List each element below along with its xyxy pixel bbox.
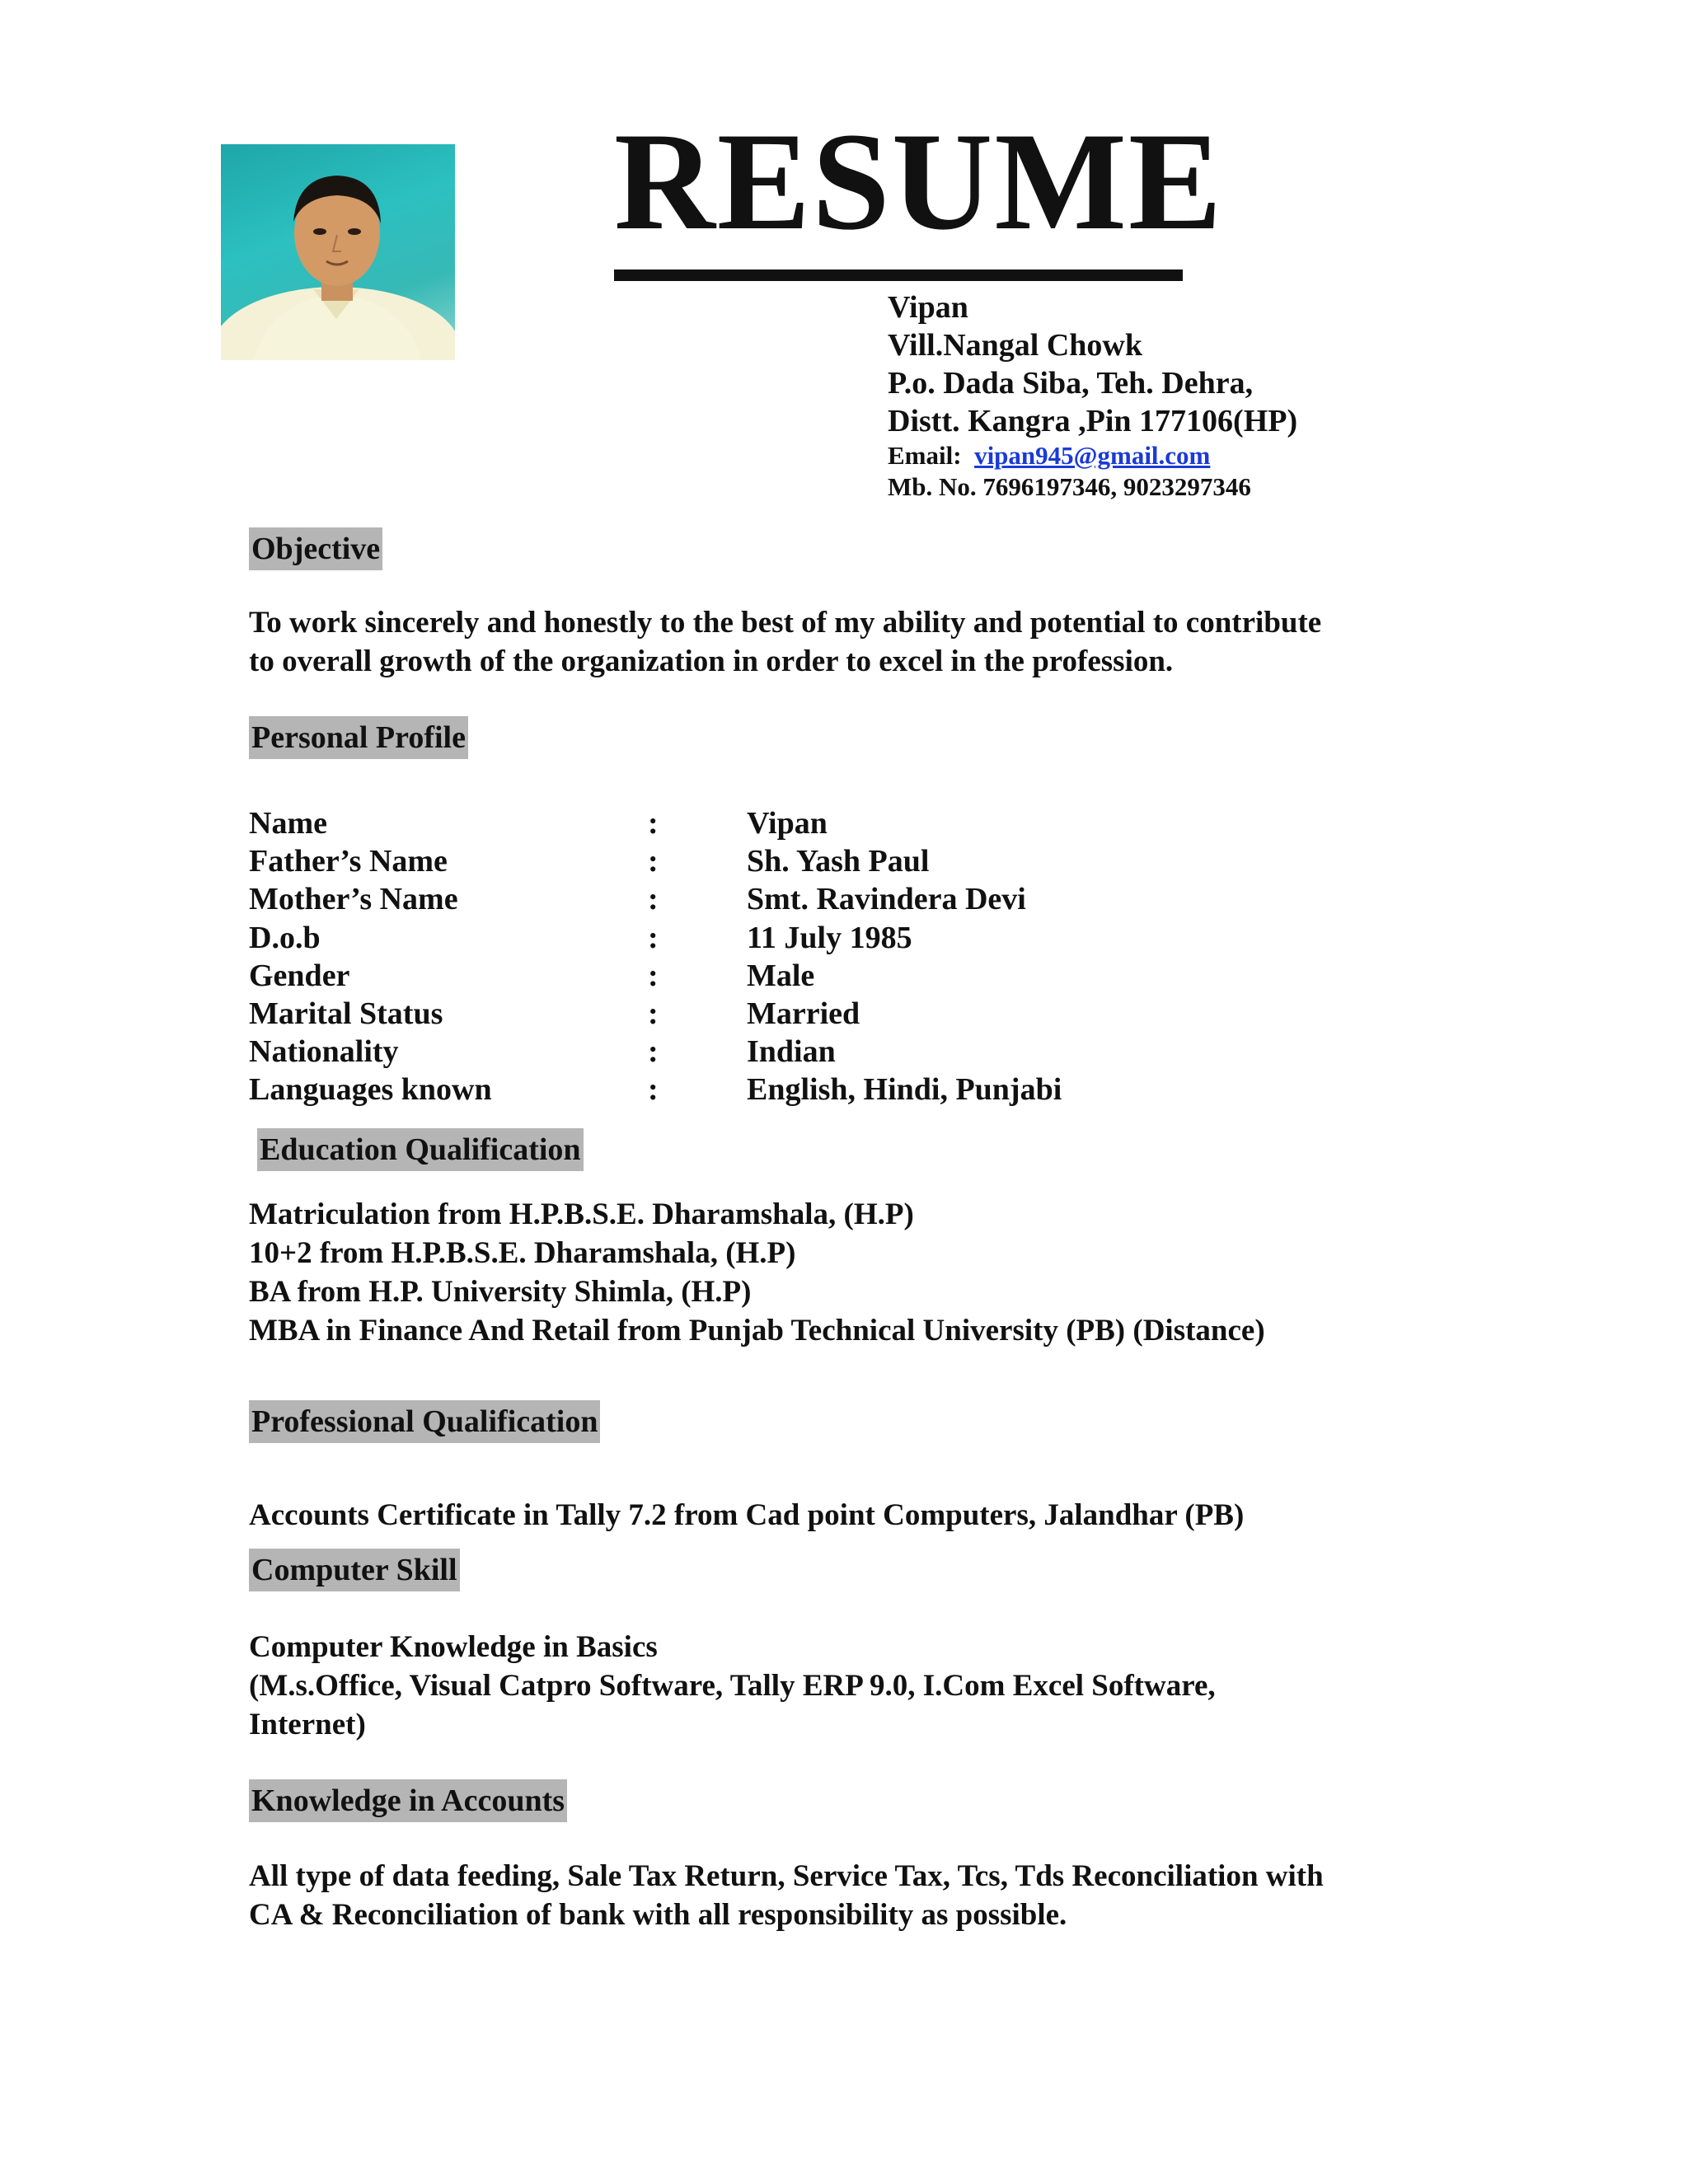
computer-skill-heading: Computer Skill [249, 1549, 460, 1591]
profile-separator: : [648, 996, 659, 1031]
profile-separator: : [648, 844, 659, 879]
profile-row-father [249, 842, 1403, 880]
profile-separator: : [648, 920, 659, 955]
profile-value: 11 July 1985 [747, 920, 912, 955]
profile-value: Sh. Yash Paul [747, 844, 930, 879]
computer-skill-line: (M.s.Office, Visual Catpro Software, Tally ERP 9.0, I.Com Excel Software, [249, 1669, 1216, 1703]
education-list [249, 1195, 1452, 1350]
profile-value: Vipan [747, 806, 828, 841]
email-label: Email: [888, 441, 962, 470]
address-village: Vill.Nangal Chowk [888, 328, 1142, 363]
email-link[interactable]: vipan945@gmail.com [974, 441, 1211, 470]
personal-profile-heading: Personal Profile [249, 716, 468, 759]
profile-value: Married [747, 996, 860, 1031]
objective-text [249, 603, 1452, 681]
profile-label: Nationality [249, 1034, 399, 1070]
address-district: Distt. Kangra ,Pin 177106(HP) [888, 404, 1298, 438]
profile-row-marital [249, 995, 1403, 1033]
profile-separator: : [648, 882, 659, 917]
profile-label: Languages known [249, 1072, 492, 1108]
mobile-number: Mb. No. 7696197346, 9023297346 [888, 472, 1251, 501]
personal-profile-table [249, 804, 1403, 1109]
education-item: 10+2 from H.P.B.S.E. Dharamshala, (H.P) [249, 1236, 796, 1270]
profile-value: Indian [747, 1034, 836, 1070]
profile-separator: : [648, 806, 659, 841]
profile-value: English, Hindi, Punjabi [747, 1072, 1062, 1108]
profile-label: Father’s Name [249, 844, 448, 879]
profile-row-mother [249, 880, 1403, 918]
objective-line: to overall growth of the organization in order to excel in the profession. [249, 644, 1174, 678]
accounts-line: CA & Reconciliation of bank with all responsibility as possible. [249, 1898, 1067, 1932]
resume-title: RESUME [614, 111, 1183, 281]
profile-row-gender [249, 957, 1403, 995]
profile-value: Male [747, 958, 815, 993]
profile-label: Marital Status [249, 996, 443, 1031]
professional-item: Accounts Certificate in Tally 7.2 from Cad point Computers, Jalandhar (PB) [249, 1498, 1245, 1532]
profile-photo [221, 144, 455, 360]
objective-heading: Objective [249, 527, 382, 570]
accounts-text [249, 1857, 1452, 1934]
computer-skill-line: Internet) [249, 1708, 366, 1741]
computer-skill-text [249, 1628, 1452, 1744]
profile-separator: : [648, 958, 659, 993]
address-post-office: P.o. Dada Siba, Teh. Dehra, [888, 366, 1254, 401]
professional-heading: Professional Qualification [249, 1400, 600, 1443]
profile-label: Name [249, 806, 327, 841]
profile-separator: : [648, 1034, 659, 1070]
email-row [888, 440, 1399, 471]
computer-skill-line: Computer Knowledge in Basics [249, 1630, 658, 1664]
profile-separator: : [648, 1072, 659, 1108]
profile-label: D.o.b [249, 920, 321, 955]
portrait-image [221, 144, 455, 360]
education-heading: Education Qualification [257, 1128, 584, 1171]
accounts-line: All type of data feeding, Sale Tax Return, Service Tax, Tcs, Tds Reconciliation with [249, 1859, 1324, 1893]
profile-row-dob [249, 919, 1403, 957]
profile-row-nationality [249, 1033, 1403, 1071]
profile-value: Smt. Ravindera Devi [747, 882, 1026, 917]
objective-line: To work sincerely and honestly to the best of my ability and potential to contribute [249, 606, 1322, 640]
contact-block [888, 288, 1399, 503]
professional-list [249, 1496, 1452, 1535]
education-item: Matriculation from H.P.B.S.E. Dharamshala, (H.P) [249, 1197, 914, 1231]
education-item: BA from H.P. University Shimla, (H.P) [249, 1275, 752, 1309]
profile-label: Gender [249, 958, 350, 993]
education-item: MBA in Finance And Retail from Punjab Technical University (PB) (Distance) [249, 1314, 1265, 1347]
accounts-heading: Knowledge in Accounts [249, 1779, 567, 1822]
profile-row-languages [249, 1071, 1403, 1108]
address-name: Vipan [888, 290, 968, 325]
profile-label: Mother’s Name [249, 882, 458, 917]
profile-row-name [249, 804, 1403, 842]
